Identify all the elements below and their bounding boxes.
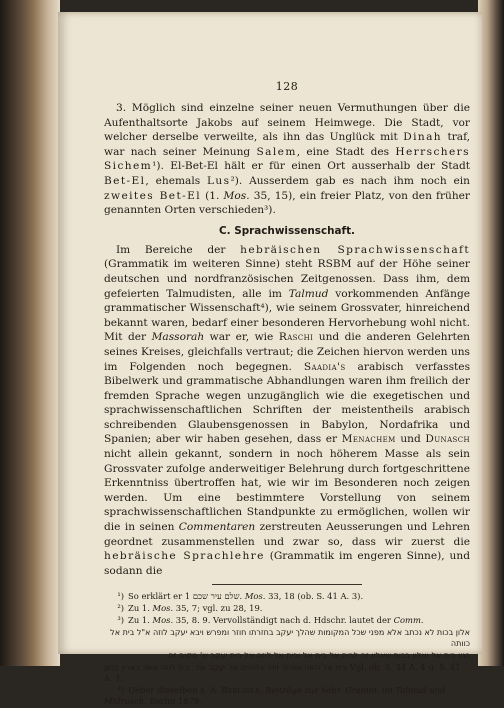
- footnote-4: ⁴) Ueber dieselben s. A. Berliner, Beiträge zur hebr. Gramm. im Talmud und Midrasch, Berlin 1879.: [104, 685, 446, 707]
- footnote-3: ³) Zu 1. Mos. 35, 8. 9. Vervollständigt nach d. Hdschr. lautet der Comm.: [117, 615, 424, 626]
- page-content: [104, 80, 470, 708]
- section-heading: C. Sprachwissenschaft.: [219, 224, 355, 237]
- book-spine-edge: [0, 0, 60, 666]
- footnote-2: ²) Zu 1. Mos. 35, 7; vgl. zu 28, 19.: [117, 603, 263, 614]
- footnote-3-hebrew-line-2: כגון בית אל ואלון בכות שאלון זה לבית אל בית אל ובית אל לוזה אל בית יעקב ש' מקום זה: [168, 651, 470, 661]
- paragraph-point-3: 3. Möglich sind einzelne seiner neuen Vermuthungen über die Aufenthaltsorte Jakobs auf seinem Heimwege. Die Stadt, vor welcher derselbe verweilte, als ihn das Unglück mit Dinah traf, war nach seiner Meinung Salem, eine Stadt des Herrschers Sichem¹). El-Bet-El hält er für einen Ort ausserhalb der Stadt Bet-El, ehemals Lus²). Ausserdem gab es nach ihm noch ein zweites Bet-El (1. Mos. 35, 15), ein freier Platz, von den früher genannten Orten verschieden³).: [104, 102, 470, 217]
- paragraph-sprachwissenschaft: Im Bereiche der hebräischen Sprachwissenschaft (Grammatik im weiteren Sinne) steht RSBM auf der Höhe seiner deutschen und nordfranzösischen Zeitgenossen. Dass ihm, dem gefeierten Talmudisten, alle im Talmud vorkommenden Anfänge grammatischer Wissenschaft⁴), wie seinem Grossvater, hinreichend bekannt waren, bedarf einer besonderen Hervorhebung wohl nicht. Mit der Massorah war er, wie Raschi und die anderen Gelehrten seines Kreises, gleichfalls vertraut; die Zeichen hiervon werden uns im Folgenden noch begegnen. Saadia's arabisch verfasstes Bibelwerk und grammatische Abhandlungen waren ihm freilich der fremden Sprache wegen unzugänglich wie die exegetischen und sprachwissenschaftlichen Schriften der meistentheils arabisch schreibenden Glaubensgenossen in Babylon, Nordafrika und Spanien; aber wir haben gesehen, dass er Menachem und Dunasch nicht allein gekannt, sondern in noch höherem Masse als sein Grossvater zufolge anderweitiger Belehrung durch fortgeschrittene Erkenntniss übertroffen hat, wie wir im Besonderen noch zeigen werden. Um eine bestimmtere Vorstellung von seinem sprachwissenschaftlichen Standpunkte zu ermöglichen, wollen wir die in seinen Commentaren zerstreuten Aeusserungen und Lehren geordnet zusammenstellen und zwar so, dass wir zuerst die hebräische Sprachlehre (Grammatik im engeren Sinne), und sodann die: [104, 243, 471, 577]
- footnote-1: ¹) So erklärt er שלם עיר שכם 1. Mos. 33, 18 (ob. S. 41 A. 3).: [117, 591, 364, 602]
- footnotes: [104, 591, 470, 707]
- footnote-3-hebrew-line-1: אלון בכות לא נכתב אלא מפני שכל המקומות שהלך יעקב בחזרתו חוזר ומפרש ויבא יעקב לוזה א"ל בית אל כוותה: [110, 628, 470, 649]
- page-number: 128: [275, 80, 299, 93]
- footnote-3-hebrew-line-3: בית אל השני שאחר ויהי אלוהים אל יעקב עוד. בית לוזה אשר בארץ כנען Vgl. ob. S. 34 A. 4 u. S. 41 A. 1.: [104, 662, 461, 684]
- footnote-divider: [212, 584, 362, 585]
